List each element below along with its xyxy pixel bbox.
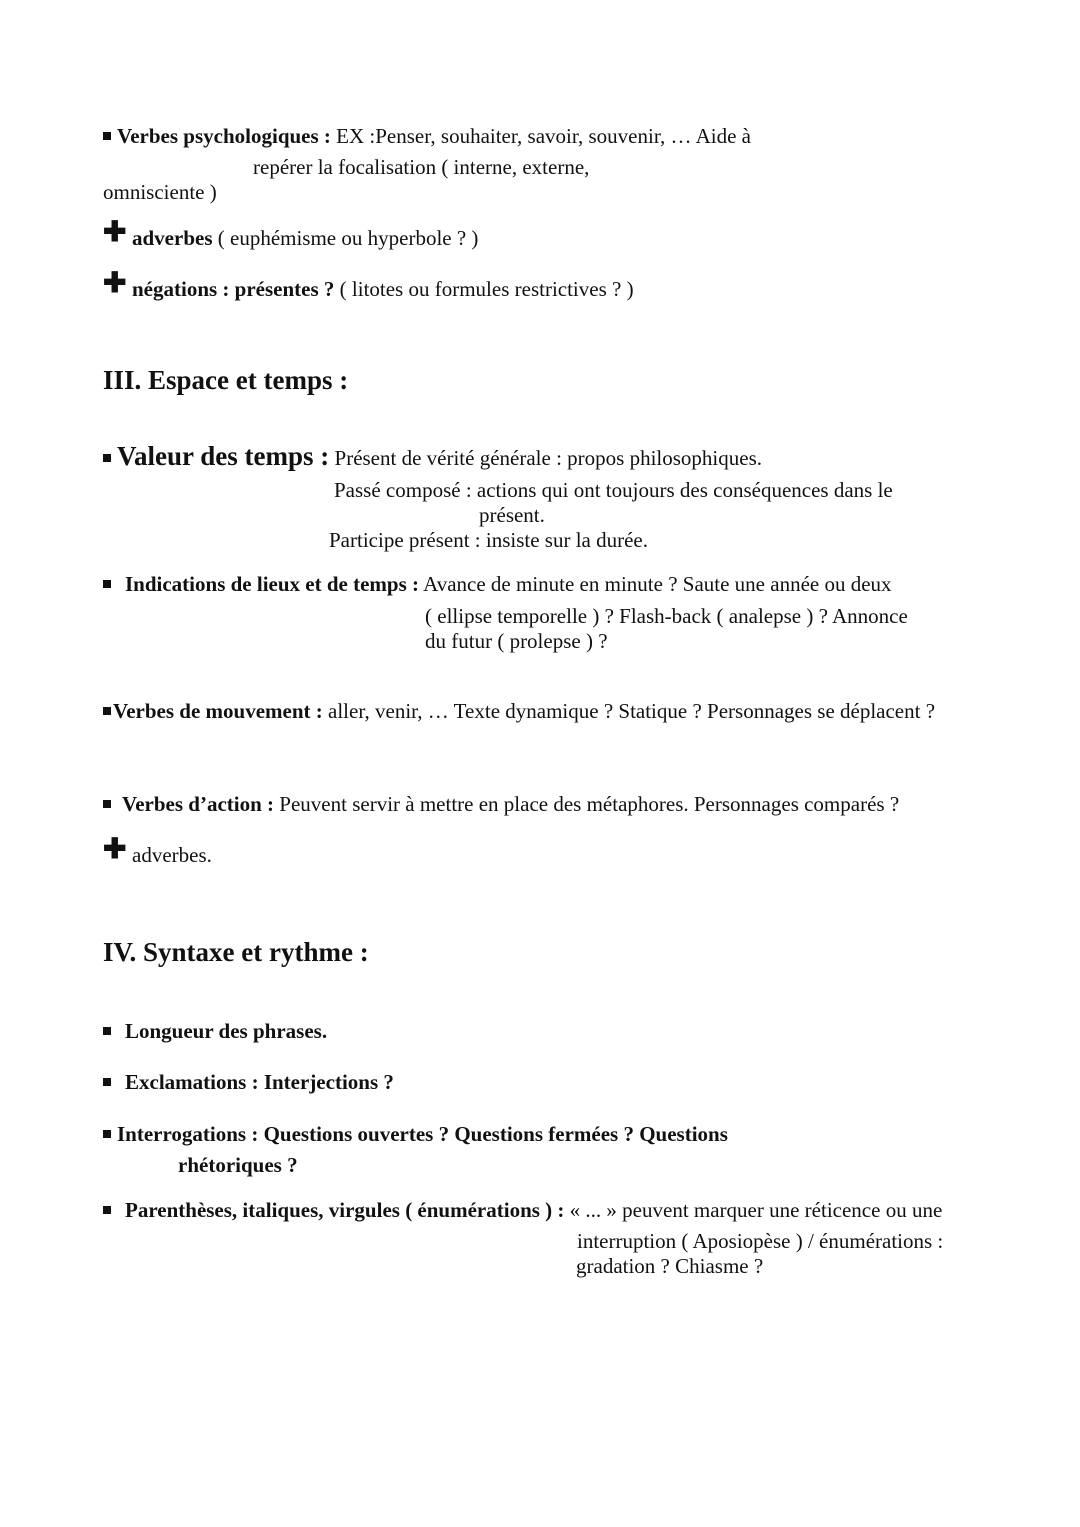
section-heading: IV. Syntaxe et rythme : bbox=[103, 937, 369, 967]
square-bullet-icon bbox=[103, 1078, 111, 1086]
label: Longueur des phrases. bbox=[125, 1019, 328, 1043]
text: « ... » peuvent marquer une réticence ou une bbox=[564, 1198, 943, 1222]
plus-negations bbox=[103, 268, 634, 301]
bullet-exclamations bbox=[103, 1070, 394, 1094]
label: Valeur des temps : bbox=[117, 441, 330, 471]
text: adverbes. bbox=[132, 843, 212, 867]
label: négations : présentes ? bbox=[132, 277, 335, 301]
label: Verbes psychologiques : bbox=[117, 124, 331, 148]
square-bullet-icon bbox=[103, 132, 111, 140]
plus-adverbes bbox=[103, 834, 212, 867]
bullet-verbes-psychologiques bbox=[103, 124, 751, 148]
bullet-interrogations bbox=[103, 1122, 728, 1146]
bullet-indications bbox=[103, 572, 892, 596]
continuation: ( ellipse temporelle ) ? Flash-back ( analepse ) ? Annonce bbox=[425, 604, 908, 628]
label: Verbes de mouvement : bbox=[113, 699, 323, 723]
text: ( euphémisme ou hyperbole ? ) bbox=[212, 226, 479, 250]
label: adverbes bbox=[132, 226, 213, 250]
label: Interrogations : Questions ouvertes ? Questions fermées ? Questions bbox=[117, 1122, 728, 1146]
text: Présent de vérité générale : propos philosophiques. bbox=[329, 446, 762, 470]
text: aller, venir, … Texte dynamique ? Statique ? Personnages se déplacent ? bbox=[322, 699, 936, 723]
square-bullet-icon bbox=[103, 1027, 111, 1035]
continuation: gradation ? Chiasme ? bbox=[576, 1254, 764, 1278]
bullet-action bbox=[103, 792, 899, 816]
continuation: du futur ( prolepse ) ? bbox=[425, 629, 608, 653]
text: ( litotes ou formules restrictives ? ) bbox=[334, 277, 634, 301]
section-heading: III. Espace et temps : bbox=[103, 365, 349, 395]
bullet-parentheses bbox=[103, 1198, 942, 1222]
continuation: Passé composé : actions qui ont toujours des conséquences dans le bbox=[334, 478, 893, 502]
plus-icon: ✚ bbox=[103, 834, 127, 865]
bullet-longueur bbox=[103, 1019, 327, 1043]
text: EX :Penser, souhaiter, savoir, souvenir, … Aide à bbox=[330, 124, 751, 148]
plus-icon: ✚ bbox=[103, 217, 127, 248]
square-bullet-icon bbox=[103, 1130, 111, 1138]
square-bullet-icon bbox=[103, 800, 111, 808]
continuation: repérer la focalisation ( interne, externe, bbox=[253, 155, 590, 179]
continuation: rhétoriques ? bbox=[178, 1153, 298, 1177]
text: Peuvent servir à mettre en place des métaphores. Personnages comparés ? bbox=[274, 792, 900, 816]
plus-icon: ✚ bbox=[103, 268, 127, 299]
square-bullet-icon bbox=[103, 454, 111, 462]
label: Verbes d’action : bbox=[122, 792, 275, 816]
text: Avance de minute en minute ? Saute une année ou deux bbox=[419, 572, 892, 596]
continuation: interruption ( Aposiopèse ) / énumérations : bbox=[577, 1229, 944, 1253]
continuation: omnisciente ) bbox=[103, 180, 217, 204]
square-bullet-icon bbox=[103, 707, 111, 715]
label: Exclamations : Interjections ? bbox=[125, 1070, 394, 1094]
bullet-mouvement bbox=[103, 699, 935, 723]
plus-adverbes bbox=[103, 217, 479, 250]
continuation: Participe présent : insiste sur la durée. bbox=[329, 528, 648, 552]
bullet-valeur-temps bbox=[103, 441, 762, 471]
square-bullet-icon bbox=[103, 1206, 111, 1214]
square-bullet-icon bbox=[103, 580, 111, 588]
continuation: présent. bbox=[479, 503, 545, 527]
label: Parenthèses, italiques, virgules ( énumérations ) : bbox=[125, 1198, 565, 1222]
label: Indications de lieux et de temps : bbox=[125, 572, 419, 596]
